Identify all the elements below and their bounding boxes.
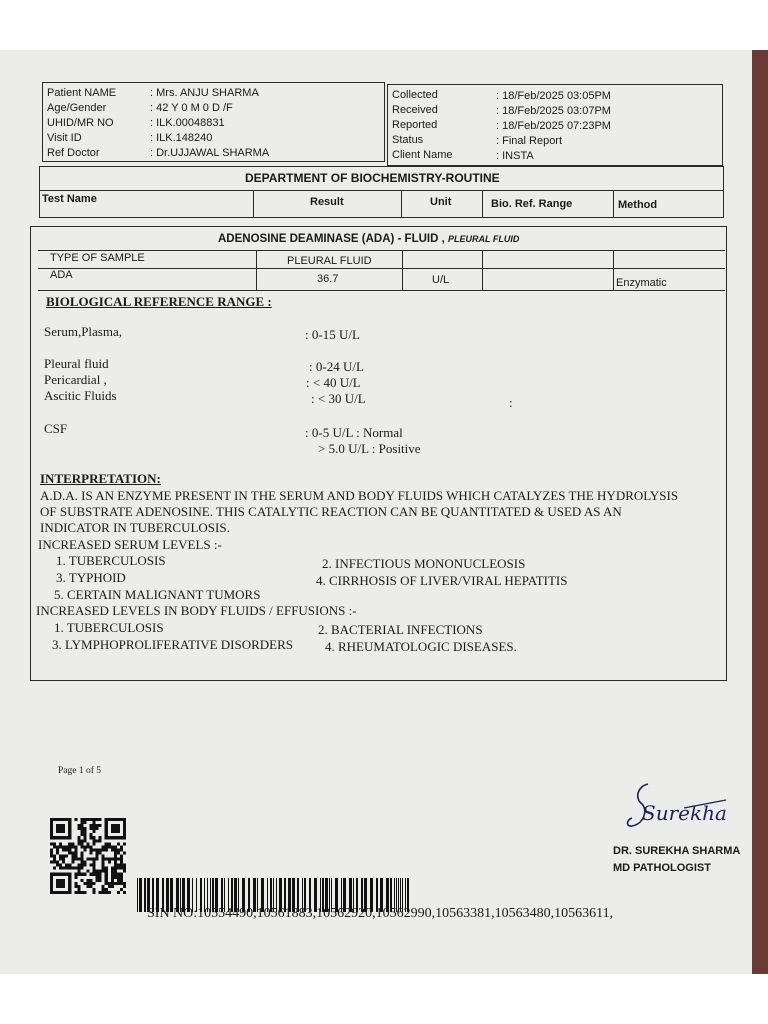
department-title: DEPARTMENT OF BIOCHEMISTRY-ROUTINE <box>245 171 500 185</box>
ascitic-label: Ascitic Fluids <box>44 388 117 403</box>
doctor-signature <box>618 780 730 834</box>
csf-value-positive: > 5.0 U/L : Positive <box>318 441 421 456</box>
pericardial-label: Pericardial , <box>44 372 107 387</box>
serum-label: Serum,Plasma, <box>44 324 122 339</box>
test-col-divider-4 <box>613 250 614 290</box>
fluid-item-4: 4. RHEUMATOLOGIC DISEASES. <box>325 639 517 654</box>
department-divider <box>39 190 724 191</box>
test-col-divider-3 <box>482 250 483 290</box>
patient-name-label: Patient NAME <box>47 87 117 99</box>
serum-levels-heading: INCREASED SERUM LEVELS :- <box>38 537 222 552</box>
status-value: : Final Report <box>496 135 563 147</box>
pleural-label: Pleural fluid <box>44 356 109 371</box>
col-result: Result <box>310 196 344 208</box>
age-gender-value: : 42 Y 0 M 0 D /F <box>150 102 233 114</box>
qr-code <box>50 818 126 894</box>
page-number: Page 1 of 5 <box>58 766 102 776</box>
collected-label: Collected <box>392 89 438 101</box>
test-title-divider <box>38 250 725 251</box>
col-divider-4 <box>613 190 614 218</box>
patient-name-value: : Mrs. ANJU SHARMA <box>150 87 259 99</box>
client-name-value: : INSTA <box>496 150 534 162</box>
interpretation-line-1: A.D.A. IS AN ENZYME PRESENT IN THE SERUM AND BODY FLUIDS WHICH CATALYZES THE HYDROLYSIS <box>40 488 679 503</box>
doctor-qualification: MD PATHOLOGIST <box>613 862 711 874</box>
table-edge-background <box>752 50 768 974</box>
sin-numbers: SIN NO:10554490,10561883,10562920,10562990,10563381,10563480,10563611, <box>147 906 614 921</box>
reported-value: : 18/Feb/2025 07:23PM <box>496 120 611 132</box>
fluid-item-3: 3. LYMPHOPROLIFERATIVE DISORDERS <box>52 637 294 652</box>
pleural-value: : 0-24 U/L <box>309 359 364 374</box>
interpretation-line-2: OF SUBSTRATE ADENOSINE. THIS CATALYTIC REACTION CAN BE QUANTITATED & USED AS AN <box>40 504 622 519</box>
reported-label: Reported <box>392 119 438 131</box>
fluid-item-2: 2. BACTERIAL INFECTIONS <box>318 622 483 637</box>
sample-type-label: TYPE OF SAMPLE <box>50 252 145 264</box>
ada-unit: U/L <box>432 274 450 286</box>
col-method: Method <box>618 199 658 211</box>
ref-doctor-label: Ref Doctor <box>47 147 100 159</box>
test-col-divider-2 <box>402 250 403 290</box>
test-title-main: ADENOSINE DEAMINASE (ADA) - FLUID , <box>218 233 445 245</box>
sample-type-value: PLEURAL FLUID <box>287 255 372 267</box>
test-title <box>218 233 519 246</box>
signature-text: Surekha <box>642 801 727 825</box>
collected-value: : 18/Feb/2025 03:05PM <box>496 90 611 102</box>
test-col-divider-1 <box>256 250 257 290</box>
serum-value: : 0-15 U/L <box>305 327 360 342</box>
ref-doctor-value: : Dr.UJJAWAL SHARMA <box>150 147 270 159</box>
serum-item-3: 3. TYPHOID <box>56 570 126 585</box>
reference-heading: BIOLOGICAL REFERENCE RANGE : <box>46 294 272 309</box>
serum-item-4: 4. CIRRHOSIS OF LIVER/VIRAL HEPATITIS <box>316 573 568 588</box>
interpretation-heading: INTERPRETATION: <box>40 471 161 486</box>
serum-item-5: 5. CERTAIN MALIGNANT TUMORS <box>54 587 261 602</box>
ada-result: 36.7 <box>317 273 339 285</box>
csf-label: CSF <box>44 421 68 436</box>
client-name-label: Client Name <box>392 149 453 161</box>
ada-row-divider <box>38 290 725 291</box>
uhid-value: : ILK.00048831 <box>150 117 225 129</box>
ada-label: ADA <box>50 269 73 281</box>
fluid-levels-heading: INCREASED LEVELS IN BODY FLUIDS / EFFUSIONS :- <box>36 603 357 618</box>
col-divider-3 <box>482 190 483 218</box>
csf-value-normal: : 0-5 U/L : Normal <box>305 425 403 440</box>
col-ref-range: Bio. Ref. Range <box>491 198 573 210</box>
visit-id-label: Visit ID <box>47 132 82 144</box>
col-divider-2 <box>401 190 402 218</box>
test-title-suffix: PLEURAL FLUID <box>448 234 520 244</box>
serum-item-2: 2. INFECTIOUS MONONUCLEOSIS <box>322 556 526 571</box>
col-test-name: Test Name <box>42 193 97 205</box>
age-gender-label: Age/Gender <box>47 102 107 114</box>
visit-id-value: : ILK.148240 <box>150 132 213 144</box>
received-label: Received <box>392 104 438 116</box>
stray-colon: : <box>509 395 513 410</box>
status-label: Status <box>392 134 424 146</box>
doctor-name: DR. SUREKHA SHARMA <box>613 845 741 857</box>
pericardial-value: : < 40 U/L <box>306 375 361 390</box>
uhid-label: UHID/MR NO <box>47 117 114 129</box>
ascitic-value: : < 30 U/L <box>311 391 366 406</box>
interpretation-line-3: INDICATOR IN TUBERCULOSIS. <box>40 520 230 535</box>
fluid-item-1: 1. TUBERCULOSIS <box>54 620 164 635</box>
col-unit: Unit <box>430 196 452 208</box>
col-divider-1 <box>253 190 254 218</box>
ada-method: Enzymatic <box>616 277 667 289</box>
serum-item-1: 1. TUBERCULOSIS <box>56 553 166 568</box>
sample-row-divider <box>38 268 725 269</box>
received-value: : 18/Feb/2025 03:07PM <box>496 105 611 117</box>
